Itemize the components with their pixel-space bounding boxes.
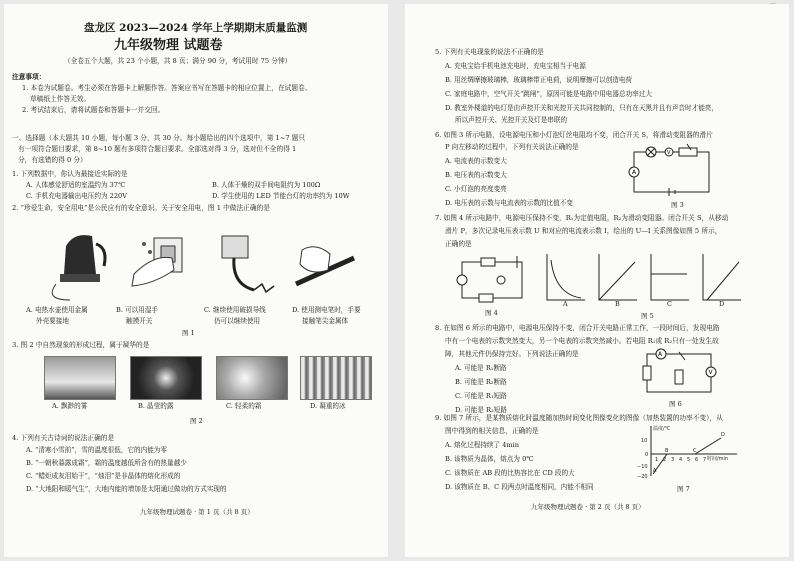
y-tick: 10 xyxy=(641,438,648,444)
question-5-option-c: C. 家庭电路中，空气开关“跳闸”，原因可能是电路中用电器总功率过大 xyxy=(445,90,652,98)
notes-title: 注意事项： xyxy=(12,73,46,81)
question-5-stem: 5. 下列有关电现象的说法不正确的是 xyxy=(435,48,544,56)
question-9-option-d: D. 该物质在 B、C 段两点时温度相同，内能不相同 xyxy=(445,483,594,491)
question-6-stem-cont: P 向左移动的过程中，下列有关说法正确的是 xyxy=(445,143,579,151)
question-8-option-a: A. 可能是 R₁断路 xyxy=(455,364,507,372)
figure-5-caption: 图 5 xyxy=(641,312,654,320)
question-2-option-c: C. 继续使用破损导线 xyxy=(204,306,266,314)
graph-d xyxy=(703,254,741,300)
note-line: 草稿纸上作答无效。 xyxy=(30,95,91,103)
y-tick: −20 xyxy=(637,474,648,480)
page-2-footer: 九年级物理试题卷 · 第 2 页（共 8 页） xyxy=(531,503,645,511)
y-tick: −10 xyxy=(637,464,648,470)
question-3-option-c: C. 轻柔的霜 xyxy=(226,402,262,410)
svg-text:A: A xyxy=(658,351,663,358)
question-8-option-d: D. 可能是 R₂短路 xyxy=(455,406,507,414)
question-4-option-a: A. “清寒小雪前”，雪的温度很低，它的内能为零 xyxy=(26,446,167,454)
question-2-option-c-cont: 仍可以继续使用 xyxy=(214,317,261,325)
question-9-option-a: A. 熔化过程持续了 4min xyxy=(445,441,520,449)
graph-c xyxy=(651,254,689,300)
question-7-stem: 7. 如图 4 所示电路中，电源电压保持不变，R₁为定值电阻，R₂为滑动变阻器。闭合开关 S，从移动 xyxy=(435,214,729,222)
section-instructions: 一、选择题（本大题共 10 小题，每小题 3 分，共 30 分。每小题给出的四个选项中，第 1~7 题只 xyxy=(12,134,306,142)
question-4-option-c: C. “蜡炬成灰泪始干”，“烛泪”是非晶体的熔化形成的 xyxy=(26,472,181,480)
graph-c-label: C xyxy=(667,300,672,308)
figure-3-caption: 图 3 xyxy=(671,201,684,209)
question-5-option-b: B. 用丝绸摩擦玻璃棒，玻璃棒带正电荷，说明摩擦可以创造电荷 xyxy=(445,76,633,84)
wet-hand-switch-illustration xyxy=(132,238,182,286)
question-8-option-b: B. 可能是 R₂断路 xyxy=(455,378,507,386)
question-2-stem: 2. “珍爱生命，安全用电”是公民应有的安全意识。关于安全用电，图 1 中做法正确的是 xyxy=(12,204,270,212)
question-3-option-a: A. 飘渺的雾 xyxy=(52,402,88,410)
dew-photo xyxy=(130,356,202,400)
figure-7-caption: 图 7 xyxy=(677,485,690,493)
damaged-wire-illustration xyxy=(222,236,274,292)
x-tick: 4 xyxy=(679,457,683,463)
x-tick: 5 xyxy=(687,457,691,463)
question-8-stem: 8. 在如图 6 所示的电路中，电源电压保持不变，闭合开关电路正常工作，一段时间后，发现电路 xyxy=(435,324,720,332)
graph-b xyxy=(599,254,637,300)
test-pen-illustration xyxy=(296,247,354,284)
question-6-option-b: B. 电压表的示数变大 xyxy=(445,171,507,179)
question-6-option-c: C. 小灯泡的亮度变亮 xyxy=(445,185,507,193)
question-1-option-b: B. 人体干燥的双手间电阻约为 100Ω xyxy=(212,181,321,189)
question-4-option-b: B. “一朝秋暮露成霜”，霜的温度越低所含有的热量越少 xyxy=(26,459,187,467)
exam-subtitle: 九年级物理 试题卷 xyxy=(114,38,223,53)
exam-meta: （全卷五个大题，共 23 个小题，共 8 页；满分 90 分，考试用时 75 分钟） xyxy=(64,57,292,65)
question-9-option-b: B. 该物质为晶体，熔点为 0℃ xyxy=(445,455,534,463)
x-tick: 1 xyxy=(655,457,659,463)
svg-text:V: V xyxy=(708,369,713,376)
exam-page-1 xyxy=(4,4,388,557)
question-2-option-a: A. 电热水壶使用金属 xyxy=(26,306,88,314)
question-9-stem-cont: 图中得到的相关信息，正确的是 xyxy=(445,427,539,435)
kettle-illustration xyxy=(52,235,105,300)
question-3-stem: 3. 图 2 中自然现象的形成过程，属于凝华的是 xyxy=(12,341,150,349)
question-8-stem-cont: 障，其他元件仍保持完好。下列说法正确的是 xyxy=(445,350,579,358)
fog-photo xyxy=(44,356,116,400)
figure-6-caption: 图 6 xyxy=(669,400,682,408)
note-line: 1. 本卷为试题卷。考生必须在答题卡上解题作答。答案应书写在答题卡的相应位置上，在试题卷、 xyxy=(22,84,312,92)
graph-a-label: A xyxy=(563,300,568,308)
question-1-option-d: D. 学生使用的 LED 节能台灯的功率约为 10W xyxy=(212,192,350,200)
page-1-footer: 九年级物理试题卷 · 第 1 页（共 8 页） xyxy=(140,508,254,516)
question-7-stem-cont: 滑片 P，多次记录电压表示数 U 和对应的电流表示数 I，绘出的 U—I 关系图像如图 5 所示， xyxy=(445,227,722,235)
question-2-option-b: B. 可以用湿手 xyxy=(116,306,159,314)
point-label: D xyxy=(721,432,725,438)
question-6-stem: 6. 如图 3 所示电路，设电源电压和小灯泡灯丝电阻均不变，闭合开关 S，将滑动变阻器的滑片 xyxy=(435,131,713,139)
question-5-option-a: A. 充电宝给手机电池充电时，充电宝相当于电源 xyxy=(445,62,586,70)
x-tick: 6 xyxy=(695,457,699,463)
section-instructions: 分，有选错的得 0 分） xyxy=(18,156,87,164)
question-1-option-a: A. 人体感觉舒适的室温约为 37℃ xyxy=(26,181,126,189)
question-1-option-c: C. 手机充电器输出电压约为 220V xyxy=(26,192,127,200)
svg-text:V: V xyxy=(667,150,671,156)
figure-7-graph xyxy=(637,424,741,480)
question-6-option-a: A. 电流表的示数变大 xyxy=(445,157,507,165)
svg-text:A: A xyxy=(632,169,637,176)
question-6-option-d: D. 电压表的示数与电流表的示数的比值不变 xyxy=(445,199,573,207)
question-5-option-d-cont: 所以声控开关、光控开关及灯是串联的 xyxy=(455,116,568,124)
y-tick: 0 xyxy=(645,452,649,458)
question-2-option-d-cont: 接触笔尖金属体 xyxy=(302,317,349,325)
figure-1-caption: 图 1 xyxy=(182,329,195,337)
graph-b-label: B xyxy=(615,300,620,308)
figure-3-circuit xyxy=(629,144,719,194)
question-1-stem: 1. 下列数据中，你认为最接近实际的是 xyxy=(12,170,128,178)
section-instructions: 有一项符合题目要求，第 8~10 题有多项符合题目要求。全部选对得 3 分，选对但不全的得 1 xyxy=(18,145,297,153)
question-2-option-b-cont: 触摸开关 xyxy=(126,317,153,325)
x-tick: 3 xyxy=(671,457,675,463)
frost-photo xyxy=(216,356,288,400)
figure-6-circuit xyxy=(641,348,721,396)
question-4-option-d: D. “大地阳和暖气生”，大地内能的增加是太阳通过做功的方式实现的 xyxy=(26,485,227,493)
graph-a xyxy=(547,254,585,300)
point-label: A xyxy=(653,468,657,474)
question-2-option-d: D. 使用测电笔时，手要 xyxy=(292,306,361,314)
ice-photo xyxy=(300,356,372,400)
question-8-stem-cont: 中有一个电表的示数突然变大，另一个电表的示数突然减小。若电阻 R₁或 R₂只有一处发生故 xyxy=(445,337,719,345)
y-axis-label: 温度/℃ xyxy=(653,426,671,432)
question-3-option-b: B. 晶莹的露 xyxy=(138,402,174,410)
question-9-option-c: C. 该物质在 AB 段的比热容比在 CD 段的大 xyxy=(445,469,575,477)
point-label: C xyxy=(693,448,697,454)
figure-4-caption: 图 4 xyxy=(485,309,498,317)
question-8-option-c: C. 可能是 R₁短路 xyxy=(455,392,507,400)
figure-2-caption: 图 2 xyxy=(190,417,203,425)
figure-4-circuit xyxy=(457,254,527,304)
question-9-stem: 9. 如图 7 所示，是某物质熔化时温度随加热时间变化图像变化的图像（加热装置的功率不变），从 xyxy=(435,414,723,422)
x-axis-label: 时间/min xyxy=(707,456,729,462)
note-line: 2. 考试结束后，请将试题卷和答题卡一并交回。 xyxy=(22,106,165,114)
question-7-stem-cont: 正确的是 xyxy=(445,240,472,248)
exam-title: 盘龙区 2023—2024 学年上学期期末质量监测 xyxy=(84,22,308,34)
x-tick: 7 xyxy=(703,457,707,463)
question-5-option-d: D. 教室外楼道的电灯是由声控开关和光控开关共同控制的，只有在天黑并且有声音时才能亮， xyxy=(445,104,718,112)
graph-d-label: D xyxy=(719,300,725,308)
question-3-option-d: D. 凝重的冰 xyxy=(310,402,346,410)
point-label: B xyxy=(665,448,669,454)
x-tick: 2 xyxy=(663,457,667,463)
question-4-stem: 4. 下列有关古诗词的说法正确的是 xyxy=(12,434,115,442)
figure-5-graphs xyxy=(547,254,747,310)
exam-page-2 xyxy=(405,4,789,557)
question-2-option-a-cont: 外壳要接地 xyxy=(36,317,69,325)
